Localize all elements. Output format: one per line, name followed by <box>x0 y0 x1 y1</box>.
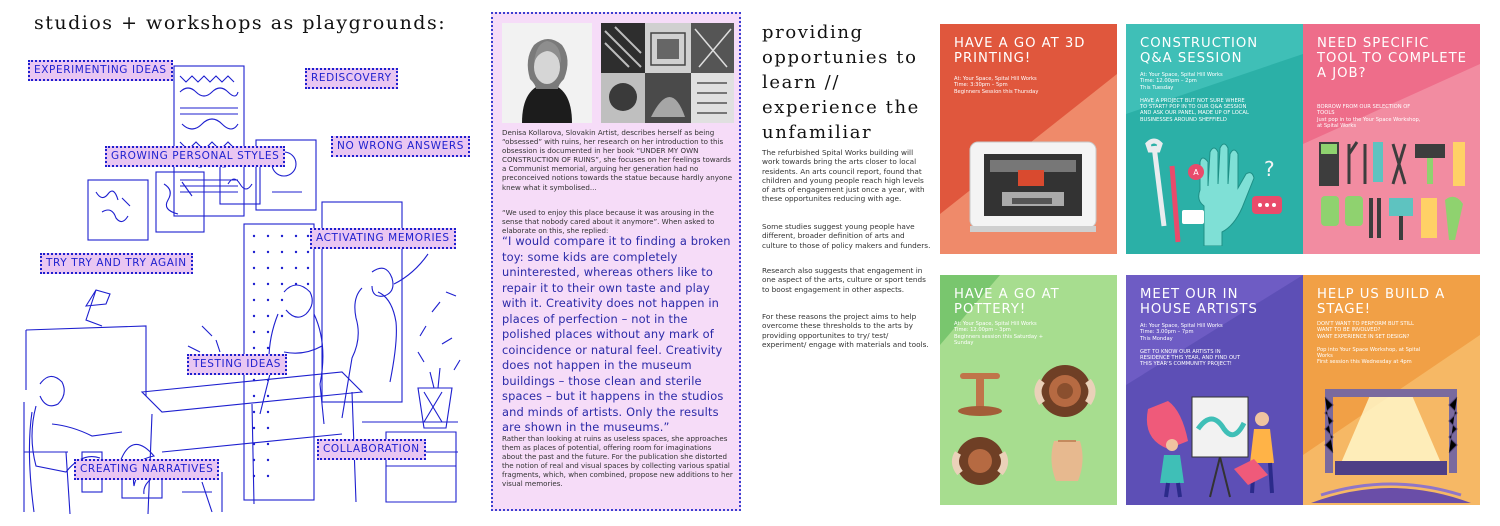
stage-truss-icon <box>1311 383 1471 503</box>
spital-works-paragraph: The refurbished Spital Works building will work towards bring the arts closer to local residents. An arts council report, found that children and young people reach high levels of arts of engagement just once a year, with these opportunites reducing with age. <box>762 148 925 204</box>
poster-in-house-artists <box>1126 275 1303 505</box>
poster-title: HELP US BUILD A STAGE! <box>1317 287 1446 317</box>
tag-growing-personal-styles: GROWING PERSONAL STYLES <box>105 146 285 167</box>
poster-details: BORROW FROM OUR SELECTION OF TOOLS Just pop in to the Your Space Workshop, at Spital Works <box>1317 104 1421 130</box>
heading-line: experience the <box>762 97 920 118</box>
poster-details: DON'T WANT TO PERFORM BUT STILL WANT TO BE INVOLVED? WANT EXPERIENCE IN SET DESIGN? Pop into Your Space Workshop, at Spital Works First session this Wednesday at 4pm <box>1317 321 1421 366</box>
artist-feature-box <box>491 12 741 511</box>
pottery-wheel-icon <box>950 361 1110 491</box>
3d-printer-icon <box>958 136 1108 236</box>
poster-details: At: Your Space, Spital Hill Works Time: 3:30pm – 5pm Beginners Session this Thursday <box>954 76 1039 95</box>
poster-title: HAVE A GO AT 3D PRINTING! <box>954 36 1086 66</box>
svg-text:?: ? <box>1264 157 1275 181</box>
poster-pottery <box>940 275 1117 505</box>
tag-collaboration: COLLABORATION <box>317 439 426 460</box>
artist-intro-paragraph: Denisa Kollarova, Slovakin Artist, describes herself as being “obsessed” with ruins, her research on her introduction to this obsession is documented in her book “UNDER MY OWN CONSTRUCTION OF RUINS”, she focuses on her feelings towards a Communist memorial, arguing her generation had no preconceived notions towards the statue because hardly anyone knew what it symbolised... <box>502 128 733 192</box>
tag-creating-narratives: CREATING NARRATIVES <box>74 459 219 480</box>
tag-rediscovery: REDISCOVERY <box>305 68 398 89</box>
heading-line: learn // <box>762 72 840 93</box>
opportunities-heading <box>762 20 932 145</box>
tag-activating-memories: ACTIVATING MEMORIES <box>310 228 456 249</box>
research-paragraph: Research also suggests that engagement in one aspect of the arts, culture or sport tends to boost engagement in other aspects. <box>762 266 926 294</box>
poster-specific-tool <box>1303 24 1480 254</box>
poster-title: CONSTRUCTION Q&A SESSION <box>1140 36 1259 66</box>
ruins-collage-image <box>601 23 734 123</box>
heading-line: providing <box>762 22 864 43</box>
tools-collection-icon <box>1313 138 1473 248</box>
tag-no-wrong-answers: NO WRONG ANSWERS <box>331 136 470 157</box>
poster-details: At: Your Space, Spital Hill Works Time: 12.00pm – 3pm Beginners session this Saturday + Sunday <box>954 321 1044 347</box>
poster-details: At: Your Space, Spital Hill Works Time: 12.00pm – 2pm This Tuesday HAVE A PROJECT BUT NOT SURE WHERE TO START? POP IN TO OUR Q&A SESSION AND ASK OUR PANEL, MADE UP OF LOCAL BUSINESSES AROUND SHEFFIELD <box>1140 72 1249 123</box>
studies-paragraph: Some studies suggest young people have different, broader definition of arts and culture to those of policy makers and funders. <box>762 222 931 250</box>
poster-title: NEED SPECIFIC TOOL TO COMPLETE A JOB? <box>1317 36 1467 81</box>
artist-quote: “I would compare it to finding a broken toy: some kids are completely uninterested, whereas others like to repair it to their own taste and play with it. Creativity does not happen in places of perfection – not in the polished places without any mark of coincidence or natural feel. Creativity does not happen in the museum buildings – those clean and sterile spaces – but it happens in the studios and minds of artists. Only the results are shown in the museums.” <box>502 234 731 434</box>
left-panel-title: studios + workshops as playgrounds: <box>34 12 447 34</box>
poster-details: At: Your Space, Spital Hill Works Time: 3.00pm – 7pm This Monday GET TO KNOW OUR ARTISTS IN RESIDENCE THIS YEAR, AND FIND OUT THIS YEAR'S COMMUNITY PROJECT! <box>1140 323 1241 368</box>
tag-try-again: TRY TRY AND TRY AGAIN <box>40 253 193 274</box>
poster-3d-printing <box>940 24 1117 254</box>
poster-construction-qa <box>1126 24 1303 254</box>
artists-painting-icon <box>1134 389 1294 499</box>
tag-experimenting-ideas: EXPERIMENTING IDEAS <box>28 60 173 81</box>
svg-text:A: A <box>1193 168 1199 177</box>
poster-title: MEET OUR IN HOUSE ARTISTS <box>1140 287 1258 317</box>
poster-title: HAVE A GO AT POTTERY! <box>954 287 1060 317</box>
artist-closing-paragraph: Rather than looking at ruins as useless spaces, she approaches them as places of potential, offering room for imaginations about the past and the future. For the publication she distorted the notion of real and visual spaces by collecting various spatial fragments, which, when combined, propose new additions to her visual memories. <box>502 434 733 489</box>
wrench-hand-question-icon <box>1134 136 1294 246</box>
poster-build-stage <box>1303 275 1480 505</box>
heading-line: opportunies to <box>762 47 918 68</box>
artist-portrait-photo <box>502 23 592 123</box>
artist-context-paragraph: “We used to enjoy this place because it was arousing in the sense that nobody cared about it anymore”. When asked to elaborate on this, she replied: <box>502 208 715 236</box>
heading-line: unfamiliar <box>762 122 873 143</box>
tag-testing-ideas: TESTING IDEAS <box>187 354 287 375</box>
aims-paragraph: For these reasons the project aims to help overcome these thresholds to the arts by providing opportunites to try/ test/ experiment/ engage with materials and tools. <box>762 312 929 349</box>
